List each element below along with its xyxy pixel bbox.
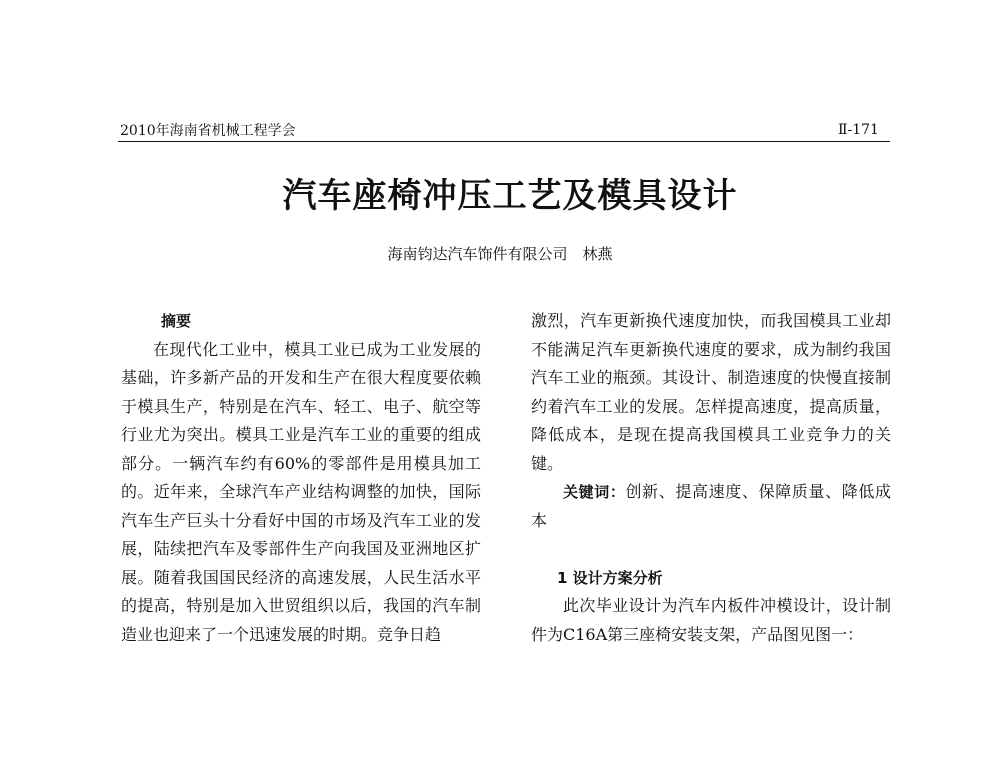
keywords-text: 创新、提高速度、保障质量、降低成本 [531, 482, 891, 530]
author-line: 海南钧达汽车饰件有限公司 林燕 [387, 245, 613, 263]
abstract-paragraph-part1: 在现代化工业中，模具工业已成为工业发展的基础，许多新产品的开发和生产在很大程度要依赖于模具生产，特别是在汽车、轻工、电子、航空等行业尤为突出。模具工业是汽车工业的重要的组成部分。一辆汽车约有60%的零部件是用模具加工的。近年来，全球汽车产业结构调整的加快，国际汽车生产巨头十分看好中国的市场及汽车工业的发展，陆续把汽车及零部件生产向我国及亚洲地区扩展。随着我国国民经济的高速发展，人民生活水平的提高，特别是加入世贸组织以后，我国的汽车制造业也迎来了一个迅速发展的时期。竞争日趋 [121, 339, 481, 644]
abstract-paragraph-part2: 激烈，汽车更新换代速度加快，而我国模具工业却不能满足汽车更新换代速度的要求，成为制约我国汽车工业的瓶颈。其设计、制造速度的快慢直接制约着汽车工业的发展。怎样提高速度，提高质量，降低成本，是现在提高我国模具工业竞争力的关键。 [531, 311, 891, 473]
keywords-paragraph [531, 478, 891, 535]
journal-header: 2010年海南省机械工程学会 [120, 123, 296, 139]
paper-title: 汽车座椅冲压工艺及模具设计 [282, 176, 738, 216]
left-column [121, 307, 481, 649]
section-heading: 1 设计方案分析 [557, 568, 663, 587]
page-number: Ⅱ-171 [838, 122, 879, 138]
abstract-heading: 摘要 [161, 312, 192, 330]
keywords-label: 关键词： [563, 483, 626, 501]
section-spacer [531, 535, 891, 564]
section-paragraph: 此次毕业设计为汽车内板件冲模设计，设计制件为C16A第三座椅安装支架，产品图见图一： [531, 596, 891, 644]
header-rule [118, 141, 890, 142]
right-column [531, 307, 891, 649]
